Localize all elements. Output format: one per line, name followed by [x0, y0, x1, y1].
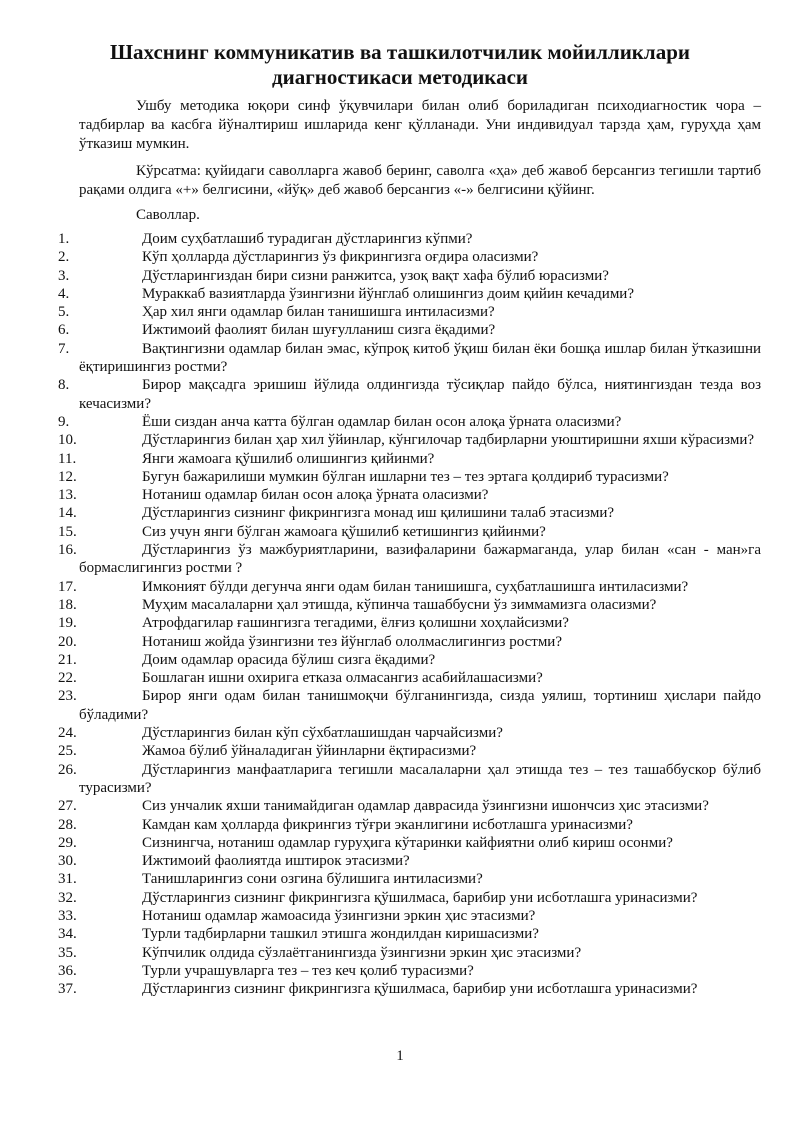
question-text: Нотаниш одамлар жамоасида ўзингизни эркин ҳис этасизми?	[142, 907, 536, 924]
title-line-2: диагностикаси методикаси	[271, 65, 529, 89]
question-item	[0, 816, 800, 834]
question-item	[0, 486, 800, 504]
question-item	[0, 413, 800, 431]
question-number: 11.	[58, 450, 77, 467]
question-text: Бугун бажарилиши мумкин бўлган ишларни тез – тез эртага қолдириб турасизми?	[142, 468, 669, 485]
question-text: Янги жамоага қўшилиб олишингиз қийинми?	[142, 450, 435, 467]
question-text: Дўстларингиз билан ҳар хил ўйинлар, кўнгилочар тадбирларни уюштиришни яхши кўрасизми?	[142, 432, 755, 449]
question-text: Сизнингча, нотаниш одамлар гуруҳига кўтаринки кайфиятни олиб кириш осонми?	[142, 834, 673, 851]
question-number: 8.	[58, 377, 70, 394]
question-text: Нотаниш одамлар билан осон алоқа ўрната оласизми?	[142, 487, 489, 504]
question-number: 27.	[58, 798, 77, 815]
question-item	[0, 504, 800, 522]
question-item	[0, 797, 800, 815]
question-item	[0, 633, 800, 651]
question-text: Бирор янги одам билан танишмоқчи бўлганингизда, сизда уялиш, тортиниш ҳислари пайдо бўладими?	[79, 688, 761, 723]
question-number: 24.	[58, 725, 77, 742]
page-number: 1	[396, 1048, 404, 1064]
question-item	[0, 523, 800, 541]
question-number: 15.	[58, 523, 77, 540]
question-number: 6.	[58, 322, 70, 339]
question-number: 12.	[58, 468, 77, 485]
question-text: Ҳар хил янги одамлар билан танишишга интиласизми?	[142, 304, 495, 321]
question-text: Ижтимоий фаолият билан шуғулланиш сизга ёқадими?	[142, 322, 496, 339]
question-item	[0, 541, 800, 578]
question-number: 3.	[58, 267, 70, 284]
question-text: Сиз учун янги бўлган жамоага қўшилиб кетишингиз қийинми?	[142, 523, 546, 540]
question-number: 23.	[58, 688, 77, 705]
question-number: 31.	[58, 871, 77, 888]
question-text: Дўстларингиз сизнинг фикрингизга қўшилмаса, барибир уни исботлашга уринасизми?	[142, 981, 698, 998]
document-title	[60, 40, 740, 90]
question-item	[0, 321, 800, 339]
question-item	[0, 651, 800, 669]
question-number: 34.	[58, 926, 77, 943]
question-item	[0, 742, 800, 760]
question-number: 37.	[58, 981, 77, 998]
question-text: Дўстларингиз сизнинг фикрингизга қўшилмаса, барибир уни исботлашга уринасизми?	[142, 889, 698, 906]
question-number: 22.	[58, 670, 77, 687]
question-item	[0, 724, 800, 742]
question-text: Дўстларингиз манфаатларига тегишли масалаларни ҳал этишда тез – тез ташаббускор бўлиб турасизми?	[79, 761, 761, 796]
question-item	[0, 596, 800, 614]
question-number: 35.	[58, 944, 77, 961]
question-number: 1.	[58, 231, 70, 247]
question-number: 17.	[58, 578, 77, 595]
question-number: 7.	[58, 340, 70, 357]
question-text: Имконият бўлди дегунча янги одам билан танишишга, суҳбатлашишга интиласизми?	[142, 578, 689, 595]
question-text: Дўстларингиз ўз мажбуриятларини, вазифаларини бажармаганда, улар билан «сан - ман»га бормаслигингиз ростми ?	[79, 542, 761, 577]
question-number: 28.	[58, 816, 77, 833]
question-text: Турли тадбирларни ташкил этишга жондилдан киришасизми?	[142, 926, 539, 943]
question-number: 30.	[58, 853, 77, 870]
question-item	[0, 944, 800, 962]
question-number: 18.	[58, 596, 77, 613]
question-item	[0, 870, 800, 888]
intro-paragraph: Ушбу методика юқори синф ўқувчилари билан олиб бориладиган психодиагностик чора – тадбирлар ва касбга йўналтириш ишларида кенг қўлланади. Уни индивидуал тарзда ҳам, гуруҳда ҳам ўтказиш мумкин.	[79, 98, 761, 152]
question-item	[0, 980, 800, 998]
question-number: 20.	[58, 633, 77, 650]
question-text: Доим суҳбатлашиб турадиган дўстларингиз кўпми?	[142, 231, 473, 247]
question-item	[0, 852, 800, 870]
question-text: Мураккаб вазиятларда ўзингизни йўнглаб олишингиз доим қийин кечадими?	[142, 285, 634, 302]
question-item	[0, 614, 800, 632]
question-item	[0, 962, 800, 980]
question-number: 16.	[58, 542, 77, 559]
question-item	[0, 669, 800, 687]
question-text: Ижтимоий фаолиятда иштирок этасизми?	[142, 853, 410, 870]
question-item	[0, 376, 800, 413]
question-number: 21.	[58, 651, 77, 668]
question-number: 13.	[58, 487, 77, 504]
question-number: 25.	[58, 743, 77, 760]
question-item	[0, 468, 800, 486]
instruction-paragraph: Кўрсатма: қуйидаги саволларга жавоб беринг, саволга «ҳа» деб жавоб берсангиз тегишли тартиб рақами олдига «+» белгисини, «йўқ» деб жавоб берсангиз «-» белгисини қўйинг.	[79, 163, 761, 198]
questions-list	[0, 230, 800, 998]
question-item	[0, 450, 800, 468]
title-line-1: Шахснинг коммуникатив ва ташкилотчилик мойилликлари	[110, 40, 690, 64]
question-item	[0, 925, 800, 943]
question-text: Сиз унчалик яхши танимайдиган одамлар даврасида ўзингизни ишончсиз ҳис этасизми?	[142, 798, 709, 815]
question-text: Дўстларингиз сизнинг фикрингизга монад иш қилишини талаб этасизми?	[142, 505, 615, 522]
question-item	[0, 889, 800, 907]
question-number: 2.	[58, 249, 70, 266]
question-text: Камдан кам ҳолларда фикрингиз тўғри эканлигини исботлашга уринасизми?	[142, 816, 633, 833]
question-item	[0, 431, 800, 449]
question-item	[0, 834, 800, 852]
question-item	[0, 340, 800, 377]
question-item	[0, 687, 800, 724]
question-text: Муҳим масалаларни ҳал этишда, кўпинча ташаббусни ўз зиммамизга оласизми?	[142, 596, 657, 613]
question-number: 29.	[58, 834, 77, 851]
question-number: 33.	[58, 907, 77, 924]
question-text: Ёши сиздан анча катта бўлган одамлар билан осон алоқа ўрната оласизми?	[142, 413, 622, 430]
question-item	[0, 578, 800, 596]
question-number: 26.	[58, 761, 77, 778]
question-text: Кўпчилик олдида сўзлаётганингизда ўзингизни эркин ҳис этасизми?	[142, 944, 582, 961]
question-number: 9.	[58, 413, 70, 430]
question-text: Бошлаган ишни охирига етказа олмасангиз асабийлашасизми?	[142, 670, 543, 687]
question-text: Кўп ҳолларда дўстларингиз ўз фикрингизга оғдира оласизми?	[142, 249, 539, 266]
question-item	[0, 907, 800, 925]
question-text: Дўстларингиздан бири сизни ранжитса, узоқ вақт хафа бўлиб юрасизми?	[142, 267, 609, 284]
question-item	[0, 267, 800, 285]
question-item	[0, 285, 800, 303]
question-number: 32.	[58, 889, 77, 906]
question-number: 19.	[58, 615, 77, 632]
question-item	[0, 230, 800, 248]
question-text: Танишларингиз сони озгина бўлишига интиласизми?	[142, 871, 483, 888]
question-text: Вақтингизни одамлар билан эмас, кўпроқ китоб ўқиш билан ёки бошқа ишлар билан ўтказишни ёқтиришингиз ростми?	[79, 340, 761, 376]
question-text: Жамоа бўлиб ўйналадиган ўйинларни ёқтирасизми?	[142, 743, 477, 760]
question-text: Нотаниш жойда ўзингизни тез йўнглаб ололмаслигингиз ростми?	[142, 633, 562, 650]
question-item	[0, 761, 800, 798]
question-item	[0, 248, 800, 266]
question-number: 10.	[58, 432, 77, 449]
question-number: 36.	[58, 962, 77, 979]
question-item	[0, 303, 800, 321]
question-number: 5.	[58, 304, 70, 321]
question-number: 14.	[58, 505, 77, 522]
question-text: Доим одамлар орасида бўлиш сизга ёқадими?	[142, 651, 436, 668]
question-text: Дўстларингиз билан кўп сўхбатлашишдан чарчайсизми?	[142, 725, 503, 742]
questions-heading: Саволлар.	[136, 207, 200, 223]
question-text: Турли учрашувларга тез – тез кеч қолиб турасизми?	[142, 962, 474, 979]
question-number: 4.	[58, 285, 70, 302]
question-text: Бирор мақсадга эришиш йўлида олдингизда тўсиқлар пайдо бўлса, ниятингиздан тезда воз кечасизми?	[79, 377, 761, 412]
question-text: Атрофдагилар ғашингизга тегадими, ёлғиз қолишни хоҳлайсизми?	[142, 615, 569, 632]
